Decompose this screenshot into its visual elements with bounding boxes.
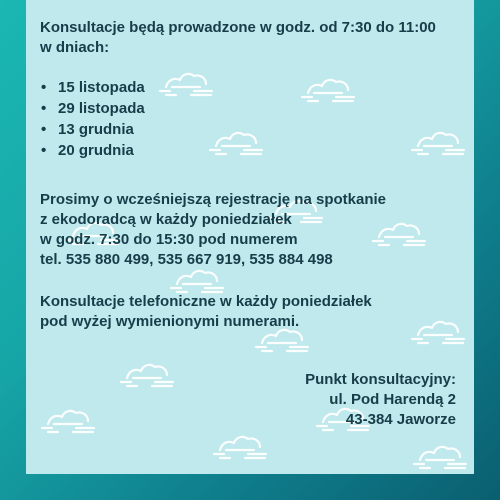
- list-item: • 15 listopada: [40, 78, 470, 99]
- office-street: ul. Pod Harendą 2: [329, 391, 456, 408]
- registration-line-2: z ekodoradcą w każdy poniedziałek: [40, 211, 292, 228]
- spacer: [40, 58, 470, 78]
- list-item: • 29 listopada: [40, 99, 470, 120]
- cloud-icon: [117, 358, 179, 392]
- office-postal-city: 43-384 Jaworze: [345, 411, 456, 428]
- consultation-hours-line: Konsultacje będą prowadzone w godz. od 7:30 do 11:00: [40, 19, 436, 36]
- list-item: • 20 grudnia: [40, 141, 470, 162]
- registration-line-3: w godz. 7:30 do 15:30 pod numerem: [40, 231, 298, 248]
- consultation-dates-list: [40, 78, 470, 162]
- office-title: Punkt konsultacyjny:: [305, 371, 456, 388]
- phone-consultation-line-1: Konsultacje telefoniczne w każdy poniedziałek: [40, 293, 372, 310]
- registration-phone-line: tel. 535 880 499, 535 667 919, 535 884 498: [40, 251, 333, 268]
- phone-consultation-line-2: pod wyżej wymienionymi numerami.: [40, 313, 300, 330]
- office-address: [305, 370, 456, 430]
- cloud-icon: [410, 440, 472, 474]
- registration-line-1: Prosimy o wcześniejszą rejestrację na spotkanie: [40, 191, 386, 208]
- announcement-panel: [26, 0, 474, 474]
- cloud-icon: [38, 404, 100, 438]
- cloud-icon: [210, 430, 272, 464]
- consultation-days-label: w dniach:: [40, 39, 110, 56]
- spacer: [40, 162, 470, 190]
- list-item: • 13 grudnia: [40, 120, 470, 141]
- announcement-content: [40, 18, 470, 332]
- spacer: [40, 270, 470, 292]
